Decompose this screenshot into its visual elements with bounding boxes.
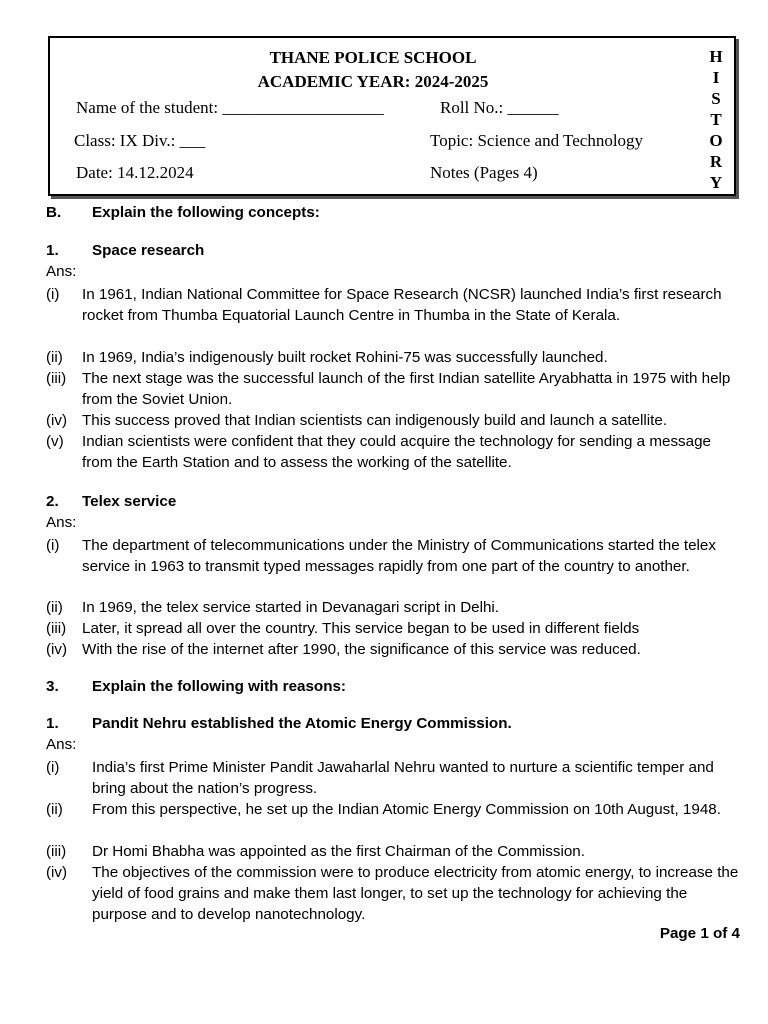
list-text: The objectives of the commission were to produce electricity from atomic energy, to increase the yield of food grains and make them last longer, to set up the technology for achieving the purpose and to develop nanotechnology.	[92, 864, 739, 923]
list-text: Indian scientists were confident that they could acquire the technology for sending a message from the Earth Station and to assess the working of the satellite.	[82, 433, 711, 471]
list-text: With the rise of the internet after 1990, the significance of this service was reduced.	[82, 641, 641, 658]
subject-letter: R	[709, 152, 723, 171]
subject-letter: Y	[709, 173, 723, 192]
subject-vertical-label	[706, 46, 726, 193]
roll-number-field: Roll No.: ______	[440, 98, 559, 117]
page-number: Page 1 of 4	[659, 925, 740, 942]
list-marker: (ii)	[46, 349, 63, 366]
academic-year: ACADEMIC YEAR: 2024-2025	[257, 72, 489, 91]
topic-field: Topic: Science and Technology	[430, 131, 644, 150]
subject-letter: T	[710, 110, 722, 129]
section-3-marker: 3.	[46, 678, 59, 695]
date-field: Date: 14.12.2024	[76, 163, 194, 182]
answer-label: Ans:	[46, 263, 77, 280]
list-text: From this perspective, he set up the Indian Atomic Energy Commission on 10th August, 1948.	[92, 801, 721, 818]
list-text: The next stage was the successful launch of the first Indian satellite Aryabhatta in 1975 with help from the Soviet Union.	[82, 370, 731, 408]
subject-letter: O	[709, 131, 723, 150]
subject-letter: I	[712, 68, 720, 87]
section-b-marker: B.	[46, 204, 62, 221]
list-text: India’s first Prime Minister Pandit Jawaharlal Nehru wanted to nurture a scientific temper and bring about the nation’s progress.	[92, 759, 714, 797]
list-text: The department of telecommunications under the Ministry of Communications started the telex service in 1963 to transmit typed messages rapidly from one part of the country to another.	[82, 537, 716, 575]
list-text: In 1961, Indian National Committee for Space Research (NCSR) launched India’s first research rocket from Thumba Equatorial Launch Centre in Thumba in the State of Kerala.	[82, 286, 722, 324]
answer-label: Ans:	[46, 514, 77, 531]
list-text: This success proved that Indian scientists can indigenously build and launch a satellite.	[82, 412, 668, 429]
school-name: THANE POLICE SCHOOL	[269, 48, 477, 67]
notes-field: Notes (Pages 4)	[430, 163, 538, 182]
list-text: Later, it spread all over the country. This service began to be used in different fields	[82, 620, 640, 637]
list-marker: (ii)	[46, 801, 63, 818]
question-title: Space research	[92, 242, 205, 259]
list-marker: (ii)	[46, 599, 63, 616]
question-number: 1.	[46, 242, 59, 259]
question-title: Pandit Nehru established the Atomic Energy Commission.	[92, 715, 512, 732]
header-box	[48, 36, 736, 196]
list-marker: (iii)	[46, 620, 67, 637]
answer-label: Ans:	[46, 736, 77, 753]
section-3-heading: Explain the following with reasons:	[92, 678, 346, 695]
subject-letter: H	[709, 47, 723, 66]
list-text: Dr Homi Bhabha was appointed as the first Chairman of the Commission.	[92, 843, 585, 860]
list-marker: (iii)	[46, 843, 67, 860]
list-marker: (iv)	[46, 864, 68, 881]
question-number: 2.	[46, 493, 59, 510]
student-name-field: Name of the student: ___________________	[76, 98, 384, 117]
list-marker: (i)	[46, 759, 60, 776]
class-field: Class: IX Div.: ___	[74, 131, 206, 150]
subject-letter: S	[711, 89, 721, 108]
question-title: Telex service	[82, 493, 177, 510]
list-marker: (iv)	[46, 641, 68, 658]
list-marker: (i)	[46, 537, 60, 554]
question-number: 1.	[46, 715, 59, 732]
section-b-heading: Explain the following concepts:	[92, 204, 320, 221]
list-marker: (iii)	[46, 370, 67, 387]
list-marker: (iv)	[46, 412, 68, 429]
list-marker: (v)	[46, 433, 64, 450]
list-text: In 1969, India’s indigenously built rocket Rohini-75 was successfully launched.	[82, 349, 608, 366]
list-marker: (i)	[46, 286, 60, 303]
list-text: In 1969, the telex service started in Devanagari script in Delhi.	[82, 599, 500, 616]
